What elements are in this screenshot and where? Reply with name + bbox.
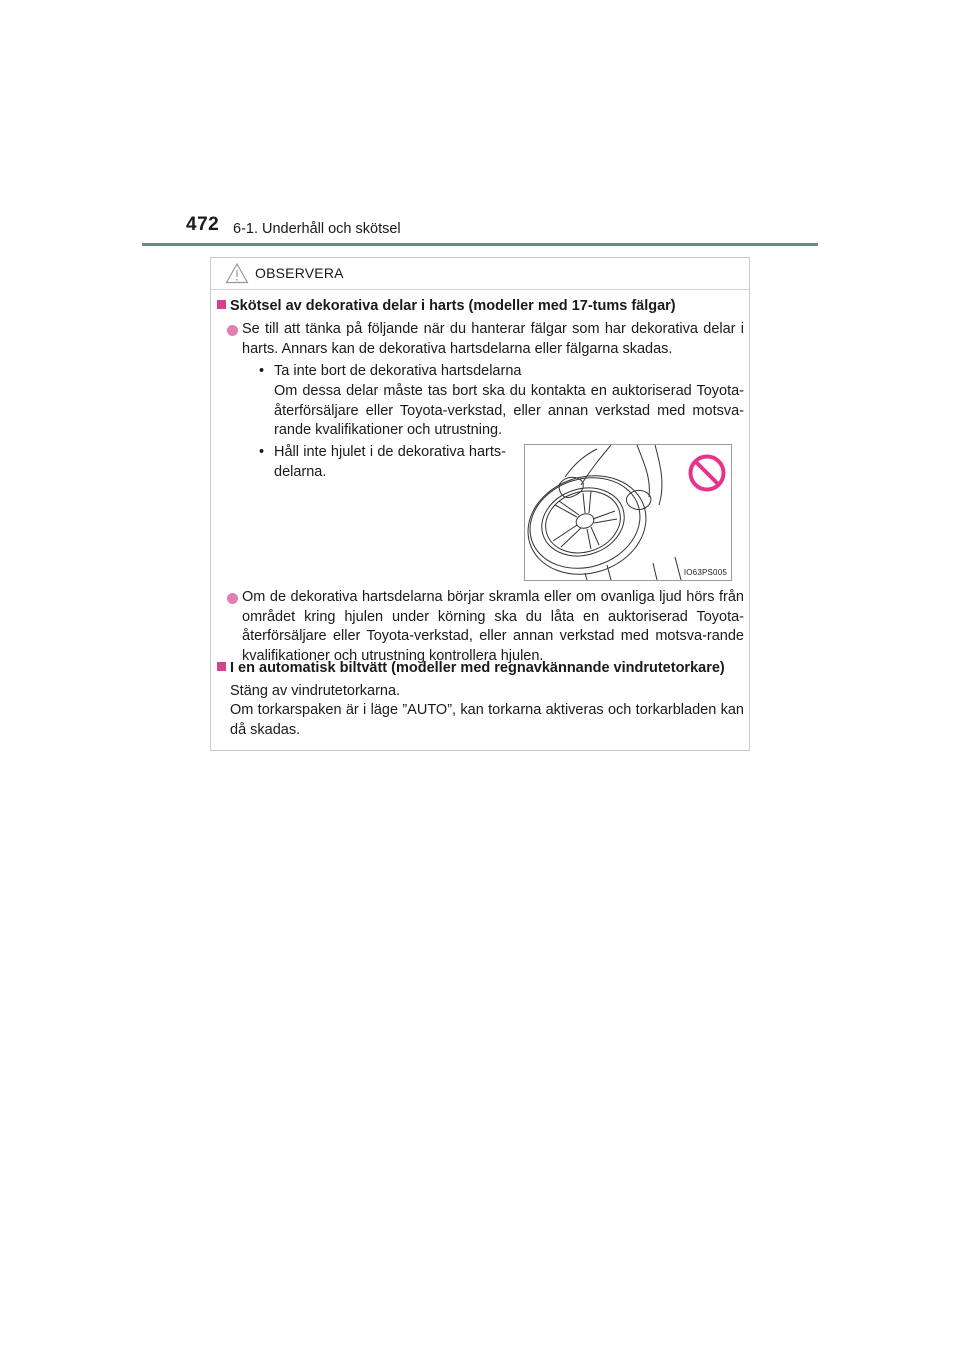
square-bullet-icon bbox=[217, 300, 226, 309]
wheel-illustration bbox=[524, 444, 732, 581]
page-number: 472 bbox=[186, 214, 220, 235]
car-wash-line1: Stäng av vindrutetorkarna. bbox=[230, 683, 401, 699]
heading-car-wash bbox=[217, 660, 725, 676]
heading-resin-parts bbox=[217, 298, 676, 314]
sub-bullet-dot: • bbox=[259, 444, 265, 460]
square-bullet-icon bbox=[217, 662, 226, 671]
section-title: 6-1. Underhåll och skötsel bbox=[233, 221, 401, 237]
round-bullet-icon bbox=[227, 325, 238, 336]
warning-triangle-icon bbox=[225, 262, 249, 289]
sub1-text: Om dessa delar måste tas bort ska du kontakta en auktoriserad Toyota-återförsäljare eller Toyota-verkstad, eller annan verkstad med motsva-rande kvalifikationer och utrustning. bbox=[274, 383, 744, 438]
caution-header bbox=[211, 258, 749, 290]
bullet-handle-wheels: Se till att tänka på följande när du hanterar fälgar som har dekorativa delar i harts. Annars kan de dekorativa hartsdelarna eller fälgarna skadas. bbox=[242, 321, 744, 357]
sub1-title: Ta inte bort de dekorativa hartsdelarna bbox=[274, 363, 522, 379]
heading-car-wash-text: I en automatisk biltvätt (modeller med regnavkännande vindrutetorkare) bbox=[230, 660, 725, 676]
heading-resin-text: Skötsel av dekorativa delar i harts (modeller med 17-tums fälgar) bbox=[230, 298, 676, 314]
sub2-text: Håll inte hjulet i de dekorativa harts-delarna. bbox=[274, 444, 506, 480]
bullet-rattling-parts: Om de dekorativa hartsdelarna börjar skramla eller om ovanliga ljud hörs från området kring hjulen under körning ska du låta en auktoriserad Toyota-återförsäljare eller Toyota-verkstad, eller annan verkstad med motsva-rande kvalifikationer och utrustning kontrollera hjulen. bbox=[242, 589, 744, 664]
header-rule bbox=[142, 243, 818, 246]
round-bullet-icon bbox=[227, 593, 238, 604]
caution-box bbox=[210, 257, 750, 751]
prohibition-icon bbox=[687, 453, 727, 498]
caution-title: OBSERVERA bbox=[255, 265, 344, 281]
sub-bullet-dot: • bbox=[259, 363, 265, 379]
car-wash-line2: Om torkarspaken är i läge ”AUTO”, kan torkarna aktiveras och torkarbladen kan då skadas. bbox=[230, 702, 744, 738]
figure-code: IO63PS005 bbox=[683, 568, 727, 577]
